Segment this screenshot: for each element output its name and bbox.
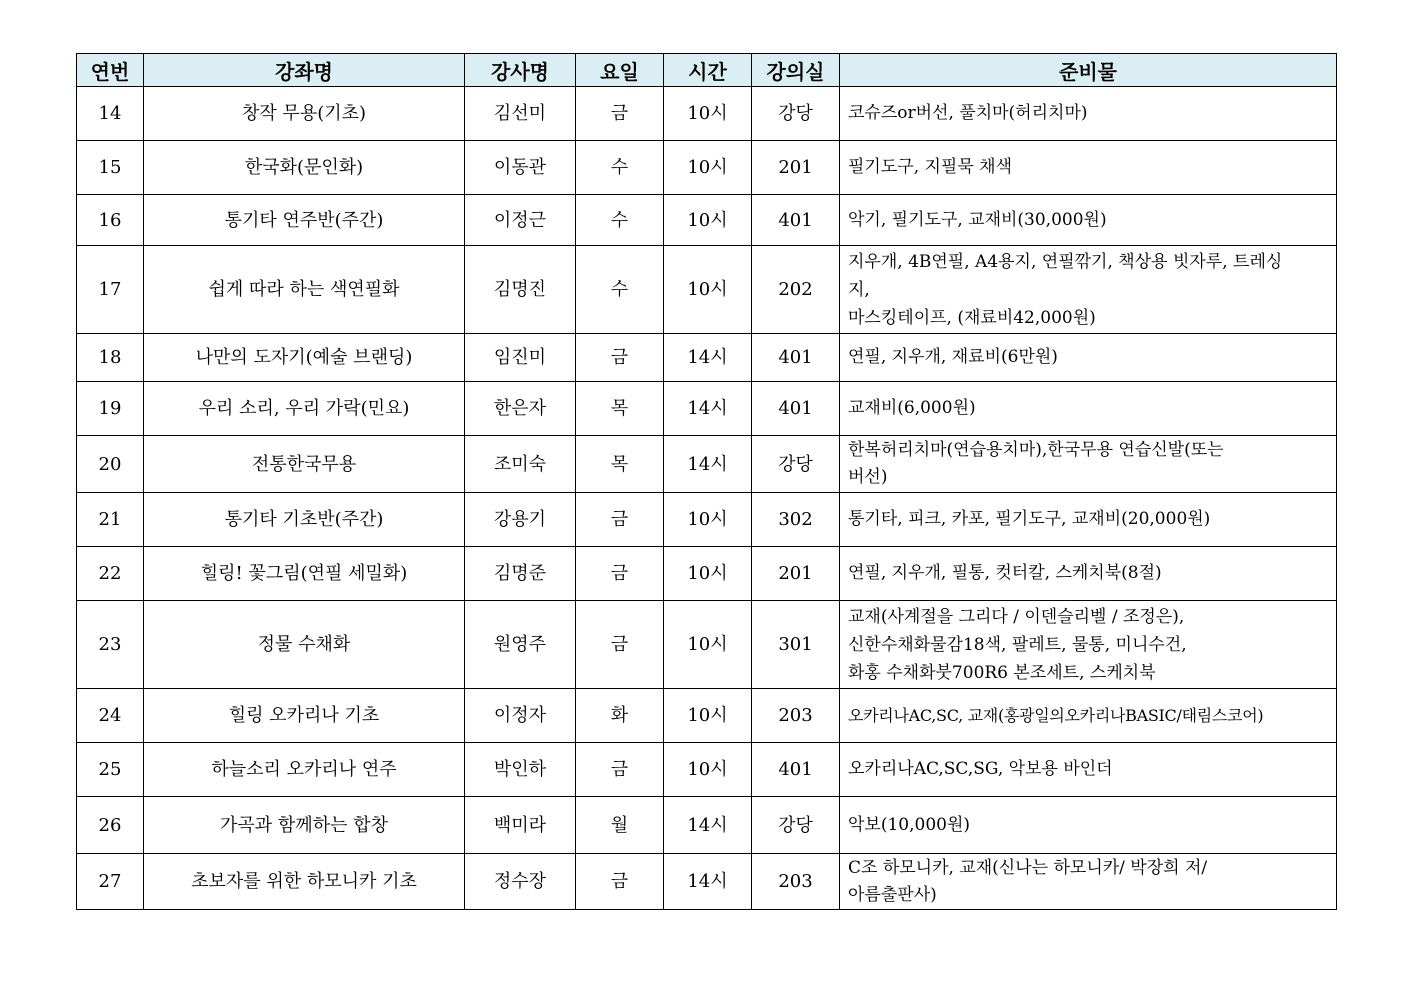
cell-materials xyxy=(840,436,1337,493)
cell-time: 10시 xyxy=(664,195,752,246)
cell-instructor: 김선미 xyxy=(465,87,576,141)
materials-line: 코슈즈or버선, 풀치마(허리치마) xyxy=(848,103,1088,123)
table-row xyxy=(77,334,1337,382)
materials-line: 지, xyxy=(848,279,870,300)
materials-line: 교재(사계절을 그리다 / 이덴슬리벨 / 조정은), xyxy=(848,606,1185,627)
materials-line: 오카리나AC,SC,SG, 악보용 바인더 xyxy=(848,759,1113,779)
cell-materials xyxy=(840,797,1337,854)
cell-time: 10시 xyxy=(664,141,752,195)
cell-room: 201 xyxy=(752,547,840,601)
cell-instructor: 강용기 xyxy=(465,493,576,547)
table-row xyxy=(77,141,1337,195)
cell-day: 화 xyxy=(576,689,664,743)
cell-time: 14시 xyxy=(664,334,752,382)
cell-course: 가곡과 함께하는 합창 xyxy=(144,797,465,854)
cell-day: 월 xyxy=(576,797,664,854)
cell-instructor: 박인하 xyxy=(465,743,576,797)
cell-no: 26 xyxy=(77,797,144,854)
cell-no: 27 xyxy=(77,854,144,910)
cell-course: 하늘소리 오카리나 연주 xyxy=(144,743,465,797)
materials-line: 필기도구, 지필묵 채색 xyxy=(848,157,1013,177)
cell-no: 22 xyxy=(77,547,144,601)
cell-room: 203 xyxy=(752,689,840,743)
cell-course: 한국화(문인화) xyxy=(144,141,465,195)
cell-time: 14시 xyxy=(664,854,752,910)
cell-time: 10시 xyxy=(664,601,752,689)
cell-materials xyxy=(840,334,1337,382)
cell-room: 강당 xyxy=(752,436,840,493)
materials-line: 버선) xyxy=(848,467,888,487)
cell-day: 금 xyxy=(576,743,664,797)
cell-time: 14시 xyxy=(664,382,752,436)
cell-materials xyxy=(840,493,1337,547)
table-row xyxy=(77,493,1337,547)
cell-day: 목 xyxy=(576,436,664,493)
table-row xyxy=(77,743,1337,797)
materials-line: 아름출판사) xyxy=(848,884,937,905)
header-instructor: 강사명 xyxy=(465,54,576,87)
cell-time: 10시 xyxy=(664,743,752,797)
cell-day: 금 xyxy=(576,493,664,547)
cell-no: 19 xyxy=(77,382,144,436)
cell-room: 401 xyxy=(752,334,840,382)
table-row xyxy=(77,689,1337,743)
table-row xyxy=(77,547,1337,601)
cell-materials xyxy=(840,87,1337,141)
cell-course: 정물 수채화 xyxy=(144,601,465,689)
cell-room: 301 xyxy=(752,601,840,689)
cell-instructor: 김명진 xyxy=(465,246,576,334)
cell-time: 10시 xyxy=(664,493,752,547)
cell-no: 23 xyxy=(77,601,144,689)
materials-line: 연필, 지우개, 재료비(6만원) xyxy=(848,347,1058,367)
header-materials: 준비물 xyxy=(840,54,1337,87)
cell-room: 302 xyxy=(752,493,840,547)
cell-materials xyxy=(840,601,1337,689)
cell-room: 강당 xyxy=(752,797,840,854)
cell-no: 17 xyxy=(77,246,144,334)
cell-day: 금 xyxy=(576,854,664,910)
cell-course: 창작 무용(기초) xyxy=(144,87,465,141)
cell-day: 수 xyxy=(576,195,664,246)
cell-materials xyxy=(840,195,1337,246)
cell-instructor: 백미라 xyxy=(465,797,576,854)
materials-line: 지우개, 4B연필, A4용지, 연필깎기, 책상용 빗자루, 트레싱 xyxy=(848,251,1283,272)
cell-room: 401 xyxy=(752,743,840,797)
cell-instructor: 이정자 xyxy=(465,689,576,743)
cell-course: 전통한국무용 xyxy=(144,436,465,493)
cell-materials xyxy=(840,547,1337,601)
materials-line: 한복허리치마(연습용치마),한국무용 연습신발(또는 xyxy=(848,440,1224,460)
cell-no: 14 xyxy=(77,87,144,141)
cell-course: 힐링! 꽃그림(연필 세밀화) xyxy=(144,547,465,601)
cell-room: 203 xyxy=(752,854,840,910)
cell-instructor: 한은자 xyxy=(465,382,576,436)
cell-instructor: 정수장 xyxy=(465,854,576,910)
materials-line: 신한수채화물감18색, 팔레트, 물통, 미니수건, xyxy=(848,634,1187,655)
cell-time: 14시 xyxy=(664,436,752,493)
cell-day: 수 xyxy=(576,246,664,334)
cell-day: 금 xyxy=(576,87,664,141)
cell-materials xyxy=(840,689,1337,743)
cell-instructor: 원영주 xyxy=(465,601,576,689)
cell-no: 25 xyxy=(77,743,144,797)
cell-room: 강당 xyxy=(752,87,840,141)
table-row xyxy=(77,436,1337,493)
materials-line: 교재비(6,000원) xyxy=(848,398,976,418)
table-row xyxy=(77,382,1337,436)
cell-materials xyxy=(840,382,1337,436)
table-row xyxy=(77,87,1337,141)
materials-line: 악보(10,000원) xyxy=(848,814,971,835)
header-room: 강의실 xyxy=(752,54,840,87)
cell-course: 나만의 도자기(예술 브랜딩) xyxy=(144,334,465,382)
cell-instructor: 조미숙 xyxy=(465,436,576,493)
cell-no: 15 xyxy=(77,141,144,195)
table-row xyxy=(77,601,1337,689)
cell-course: 힐링 오카리나 기초 xyxy=(144,689,465,743)
header-row xyxy=(77,54,1337,87)
cell-materials xyxy=(840,141,1337,195)
header-course: 강좌명 xyxy=(144,54,465,87)
cell-instructor: 이정근 xyxy=(465,195,576,246)
table-row xyxy=(77,854,1337,910)
materials-line: 오카리나AC,SC, 교재(홍광일의오카리나BASIC/태림스코어) xyxy=(848,706,1264,725)
header-no: 연번 xyxy=(77,54,144,87)
cell-room: 202 xyxy=(752,246,840,334)
cell-instructor: 이동관 xyxy=(465,141,576,195)
cell-day: 목 xyxy=(576,382,664,436)
cell-day: 금 xyxy=(576,334,664,382)
cell-day: 금 xyxy=(576,601,664,689)
cell-instructor: 임진미 xyxy=(465,334,576,382)
cell-room: 401 xyxy=(752,382,840,436)
cell-no: 16 xyxy=(77,195,144,246)
table-row xyxy=(77,195,1337,246)
cell-course: 쉽게 따라 하는 색연필화 xyxy=(144,246,465,334)
cell-materials xyxy=(840,246,1337,334)
materials-line: 통기타, 피크, 카포, 필기도구, 교재비(20,000원) xyxy=(848,509,1211,529)
materials-line: 연필, 지우개, 필통, 컷터칼, 스케치북(8절) xyxy=(848,563,1162,583)
materials-line: 악기, 필기도구, 교재비(30,000원) xyxy=(848,209,1107,230)
cell-room: 201 xyxy=(752,141,840,195)
cell-no: 18 xyxy=(77,334,144,382)
cell-time: 10시 xyxy=(664,547,752,601)
cell-no: 24 xyxy=(77,689,144,743)
cell-course: 우리 소리, 우리 가락(민요) xyxy=(144,382,465,436)
materials-line: C조 하모니카, 교재(신나는 하모니카/ 박장희 저/ xyxy=(848,857,1208,878)
cell-time: 10시 xyxy=(664,246,752,334)
materials-line: 화홍 수채화붓700R6 본조세트, 스케치북 xyxy=(848,662,1156,683)
cell-no: 20 xyxy=(77,436,144,493)
materials-line: 마스킹테이프, (재료비42,000원) xyxy=(848,307,1096,328)
cell-instructor: 김명준 xyxy=(465,547,576,601)
cell-materials xyxy=(840,743,1337,797)
table-row xyxy=(77,797,1337,854)
cell-course: 통기타 연주반(주간) xyxy=(144,195,465,246)
cell-day: 금 xyxy=(576,547,664,601)
table-row xyxy=(77,246,1337,334)
header-day: 요일 xyxy=(576,54,664,87)
cell-room: 401 xyxy=(752,195,840,246)
cell-day: 수 xyxy=(576,141,664,195)
cell-course: 초보자를 위한 하모니카 기초 xyxy=(144,854,465,910)
cell-time: 14시 xyxy=(664,797,752,854)
cell-no: 21 xyxy=(77,493,144,547)
header-time: 시간 xyxy=(664,54,752,87)
cell-time: 10시 xyxy=(664,87,752,141)
cell-materials xyxy=(840,854,1337,910)
cell-course: 통기타 기초반(주간) xyxy=(144,493,465,547)
cell-time: 10시 xyxy=(664,689,752,743)
course-table xyxy=(76,53,1337,910)
